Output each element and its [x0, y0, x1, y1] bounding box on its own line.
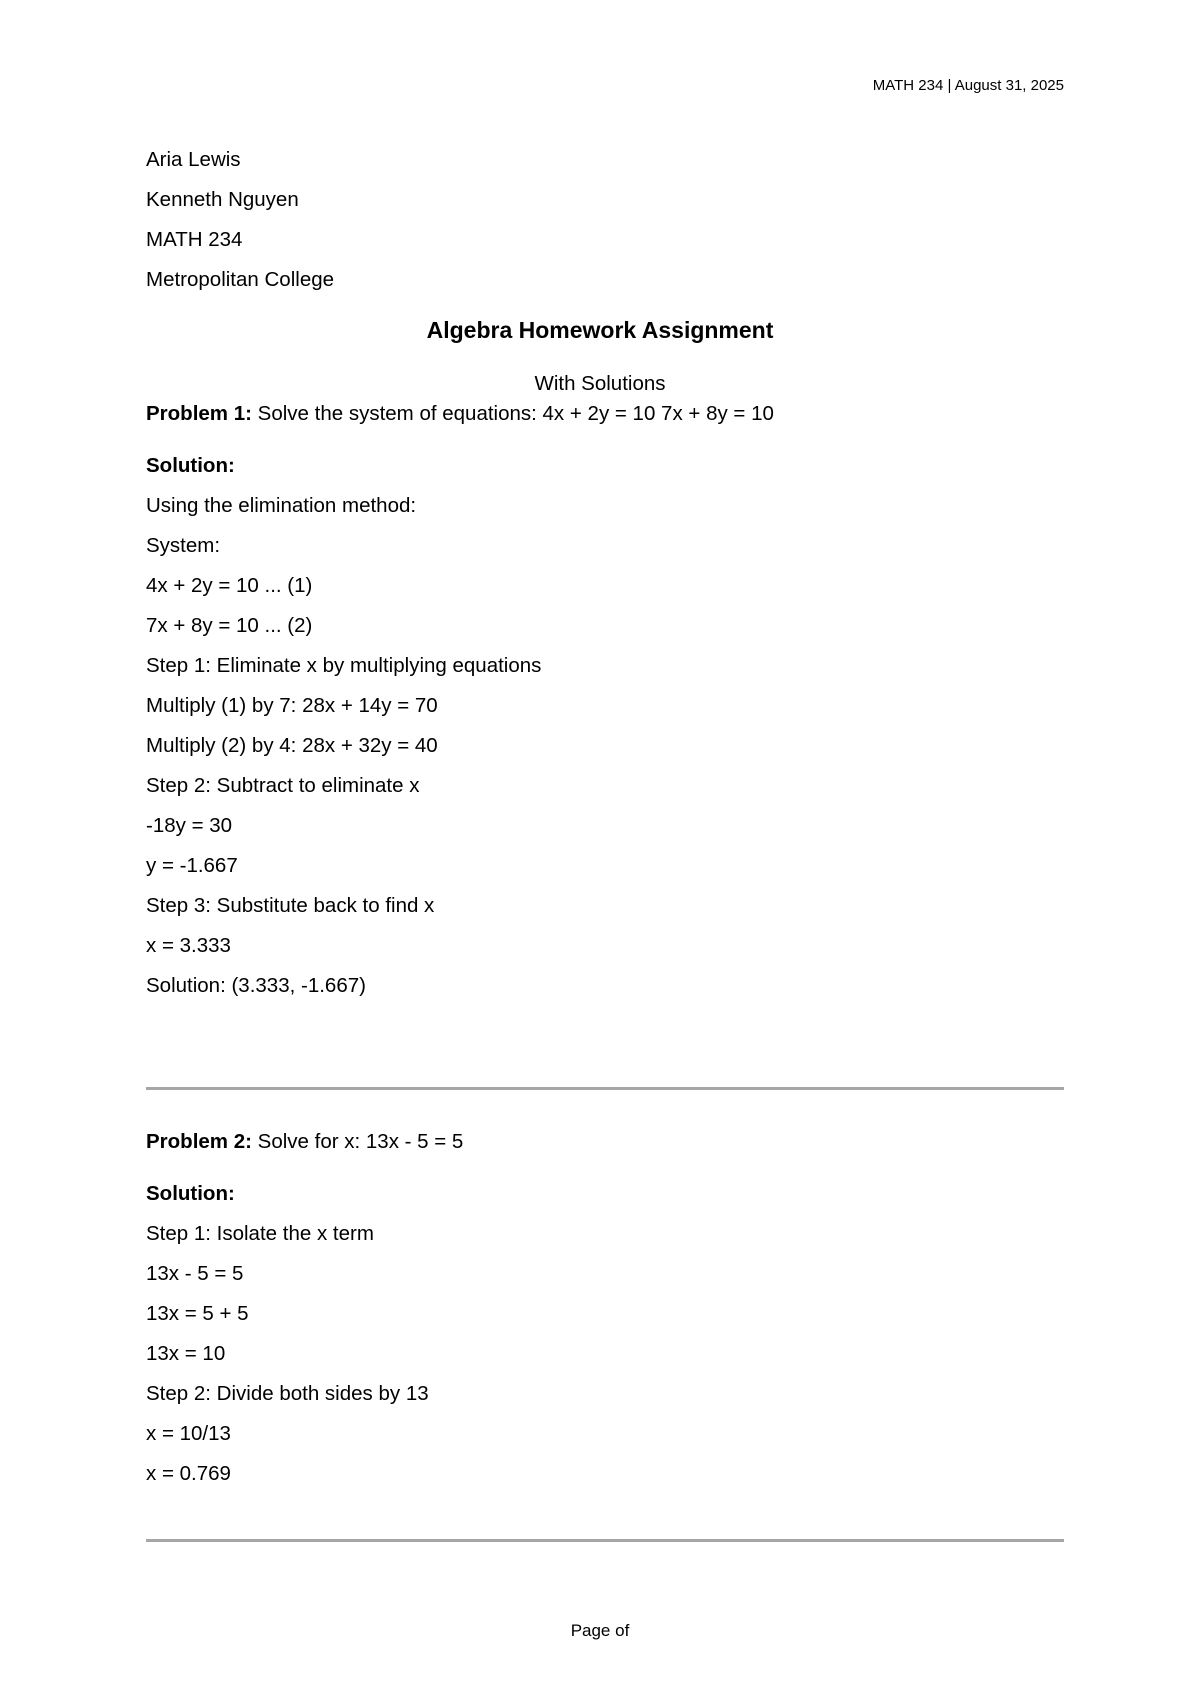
step-line: Step 3: Substitute back to find x	[146, 894, 435, 917]
problem-statement	[146, 400, 1064, 428]
header-course-date: MATH 234 | August 31, 2025	[872, 77, 1064, 94]
step-line: 13x = 10	[146, 1342, 226, 1365]
institution-name: Metropolitan College	[146, 268, 335, 291]
step-line: -18y = 30	[146, 814, 233, 837]
problem-text: Solve the system of equations: 4x + 2y = 10 7x + 8y = 10	[257, 402, 774, 425]
page-title: Algebra Homework Assignment	[426, 317, 774, 343]
step-line: x = 0.769	[146, 1462, 231, 1485]
step-line: 13x = 5 + 5	[146, 1302, 249, 1325]
step-line: Step 1: Eliminate x by multiplying equations	[146, 654, 542, 677]
problem-2	[146, 1128, 1064, 1500]
step-line: Step 2: Divide both sides by 13	[146, 1382, 429, 1405]
solution-steps	[146, 1220, 1064, 1500]
solution-heading: Solution:	[146, 454, 235, 477]
step-line: Step 1: Isolate the x term	[146, 1222, 374, 1245]
problem-text: Solve for x: 13x - 5 = 5	[257, 1130, 464, 1153]
instructor-name: Kenneth Nguyen	[146, 188, 299, 211]
solution-steps	[146, 492, 1064, 1012]
solution-heading: Solution:	[146, 1182, 235, 1205]
step-line: Multiply (2) by 4: 28x + 32y = 40	[146, 734, 438, 757]
step-line: 7x + 8y = 10 ... (2)	[146, 614, 313, 637]
step-line: 4x + 2y = 10 ... (1)	[146, 574, 313, 597]
page-subtitle: With Solutions	[534, 372, 666, 395]
step-line: Multiply (1) by 7: 28x + 14y = 70	[146, 694, 438, 717]
problem-label: Problem 2:	[146, 1130, 252, 1153]
step-line: 13x - 5 = 5	[146, 1262, 244, 1285]
course-name: MATH 234	[146, 228, 243, 251]
step-line: Step 2: Subtract to eliminate x	[146, 774, 420, 797]
step-line: y = -1.667	[146, 854, 238, 877]
problem-1	[146, 400, 1064, 1012]
step-line: x = 3.333	[146, 934, 231, 957]
step-line: Using the elimination method:	[146, 494, 417, 517]
step-line: x = 10/13	[146, 1422, 231, 1445]
student-name: Aria Lewis	[146, 148, 241, 171]
section-divider	[146, 1087, 1064, 1090]
step-line: System:	[146, 534, 221, 557]
step-line: Solution: (3.333, -1.667)	[146, 974, 366, 997]
problem-label: Problem 1:	[146, 402, 252, 425]
section-divider	[146, 1539, 1064, 1542]
page-number-footer: Page of	[570, 1621, 630, 1640]
author-block	[146, 146, 334, 306]
problem-statement	[146, 1128, 1064, 1156]
